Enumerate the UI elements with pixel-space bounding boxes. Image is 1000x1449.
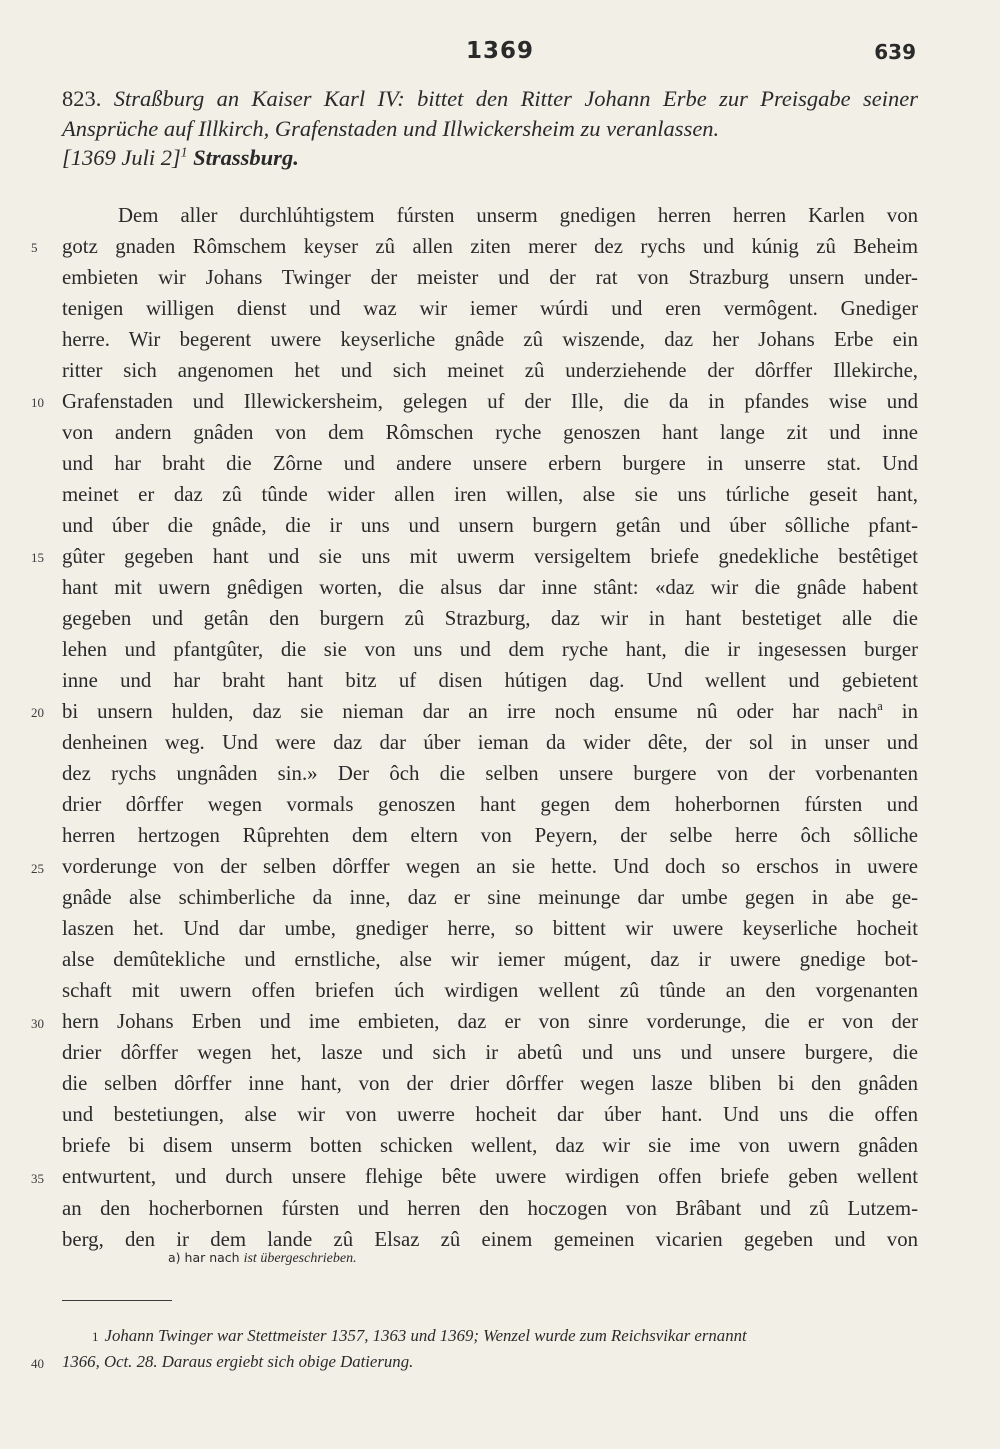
line-number: 20 xyxy=(31,705,44,721)
body-line: gotz gnaden Rômschem keyser zû allen ziten merer dez rychs und kúnig zû Beheim xyxy=(62,235,918,259)
footnote-reference: 1 xyxy=(180,144,188,160)
body-line: laszen het. Und dar umbe, gnediger herre, so bittent wir uwere keyserliche hocheit xyxy=(62,917,918,941)
body-line: dez rychs ungnâden sin.» Der ôch die selben unsere burgere von der vorbenanten xyxy=(62,762,918,786)
body-line: embieten wir Johans Twinger der meister und der rat von Strazburg unsern under- xyxy=(62,266,918,290)
body-line: und har braht die Zôrne und andere unsere erbern burgere in unserre stat. Und xyxy=(62,452,918,476)
running-header-year: 1369 xyxy=(465,38,534,64)
body-line: herre. Wir begerent uwere keyserliche gnâde zû wiszende, daz her Johans Erbe ein xyxy=(62,328,918,352)
body-line: lehen und pfantgûter, die sie von uns und dem ryche hant, die ir ingesessen burger xyxy=(62,638,918,662)
body-line: denheinen weg. Und were daz dar úber ieman da wider dête, der sol in unser und xyxy=(62,731,918,755)
line-number: 15 xyxy=(31,550,44,566)
line-number: 10 xyxy=(31,395,44,411)
body-line: herren hertzogen Rûprehten dem eltern von Peyern, der selbe herre ôch sôlliche xyxy=(62,824,918,848)
body-line: die selben dôrffer inne hant, von der drier dôrffer wegen lasze bliben bi den gnâden xyxy=(62,1072,918,1096)
footnote-divider xyxy=(62,1300,172,1301)
body-line: drier dôrffer wegen vormals genoszen hant gegen dem hoherbornen fúrsten und xyxy=(62,793,918,817)
line-number: 5 xyxy=(31,240,38,256)
body-line: berg, den ir dem lande zû Elsaz zû einem gemeinen vicarien gegeben und von xyxy=(62,1227,918,1251)
body-line: hant mit uwern gnêdigen worten, die alsus dar inne stânt: «daz wir die gnâde habent xyxy=(62,576,918,600)
apparatus-mark: a) xyxy=(168,1250,181,1265)
line-number: 35 xyxy=(31,1170,44,1186)
apparatus-comment: ist übergeschrieben. xyxy=(243,1251,357,1266)
footnote xyxy=(62,1323,918,1374)
body-line: hern Johans Erben und ime embieten, daz er von sinre vorderunge, die er von der xyxy=(62,1010,918,1034)
document-heading xyxy=(62,84,918,173)
body-line: alse demûtekliche und ernstliche, alse wir iemer múgent, daz ir uwere gnedige bot- xyxy=(62,948,918,972)
body-line: meinet er daz zû tûnde wider allen iren willen, alse sie uns túrliche geseit hant, xyxy=(62,483,918,507)
footnote-text-1: Johann Twinger war Stettmeister 1357, 1363 und 1369; Wenzel wurde zum Reichsvikar ernannt xyxy=(104,1326,747,1345)
body-line: an den hocherbornen fúrsten und herren den hoczogen von Brâbant und zû Lutzem- xyxy=(62,1196,918,1220)
body-line: und bestetiungen, alse wir von uwerre hocheit dar úber hant. Und uns die offen xyxy=(62,1103,918,1127)
document-place: Strassburg. xyxy=(193,145,299,170)
body-line: schaft mit uwern offen briefen úch wirdigen wellent zû tûnde an den vorgenanten xyxy=(62,979,918,1003)
body-line: ritter sich angenomen het und sich meinet zû underziehende der dôrffer Illekirche, xyxy=(62,359,918,383)
body-line: gnâde alse schimberliche da inne, daz er sine meinunge dar umbe gegen in abe ge- xyxy=(62,886,918,910)
body-line: Dem aller durchlúhtigstem fúrsten unserm gnedigen herren herren Karlen von xyxy=(118,204,918,227)
body-line: inne und har braht hant bitz uf disen hútigen dag. Und wellent und gebietent xyxy=(62,669,918,693)
document-date: [1369 Juli 2] xyxy=(62,145,181,170)
body-line: gûter gegeben hant und sie uns mit uwerm versigeltem briefe gnedekliche bestêtiget xyxy=(62,545,918,569)
footnote-line xyxy=(62,1349,918,1374)
apparatus-reference: a xyxy=(877,699,883,714)
body-line: und úber die gnâde, die ir uns und unsern burgern getân und úber sôlliche pfant- xyxy=(62,514,918,538)
body-line: gegeben und getân den burgern zû Strazburg, daz wir in hant bestetiget alle die xyxy=(62,607,918,631)
footnote-mark: 1 xyxy=(92,1329,99,1344)
line-number: 30 xyxy=(31,1015,44,1031)
document-number: 823. xyxy=(62,86,102,111)
body-line: briefe bi disem unserm botten schicken wellent, daz wir sie ime von uwern gnâden xyxy=(62,1134,918,1158)
critical-apparatus xyxy=(168,1250,357,1267)
body-line: bi unsern hulden, daz sie nieman dar an irre noch ensume nû oder har nach$^a$ in xyxy=(62,699,918,724)
document-regest: Straßburg an Kaiser Karl IV: bittet den Ritter Johann Erbe zur Preisgabe seiner Ansprüche auf Illkirch, Grafenstaden und Illwickersheim zu veranlassen. xyxy=(62,86,918,141)
footnote-line xyxy=(62,1323,918,1349)
document-dating xyxy=(62,143,918,173)
page-number: 639 xyxy=(874,40,916,64)
document-body xyxy=(62,200,918,1255)
line-number: 25 xyxy=(31,860,44,876)
line-number: 40 xyxy=(31,1356,44,1371)
footnote-text-2: 1366, Oct. 28. Daraus ergiebt sich obige Datierung. xyxy=(62,1352,414,1371)
body-line: vorderunge von der selben dôrffer wegen an sie hette. Und doch so erschos in uwere xyxy=(62,855,918,879)
body-line: Grafenstaden und Illewickersheim, gelegen uf der Ille, die da in pfandes wise und xyxy=(62,390,918,414)
body-line: entwurtent, und durch unsere flehige bête uwere wirdigen offen briefe geben wellent xyxy=(62,1165,918,1189)
apparatus-lemma: har nach xyxy=(184,1250,240,1265)
body-line: tenigen willigen dienst und waz wir iemer wúrdi und eren vermôgent. Gnediger xyxy=(62,297,918,321)
body-line: von andern gnâden von dem Rômschen ryche genoszen hant lange zit und inne xyxy=(62,421,918,445)
body-line: drier dôrffer wegen het, lasze und sich ir abetû und uns und unsere burgere, die xyxy=(62,1041,918,1065)
